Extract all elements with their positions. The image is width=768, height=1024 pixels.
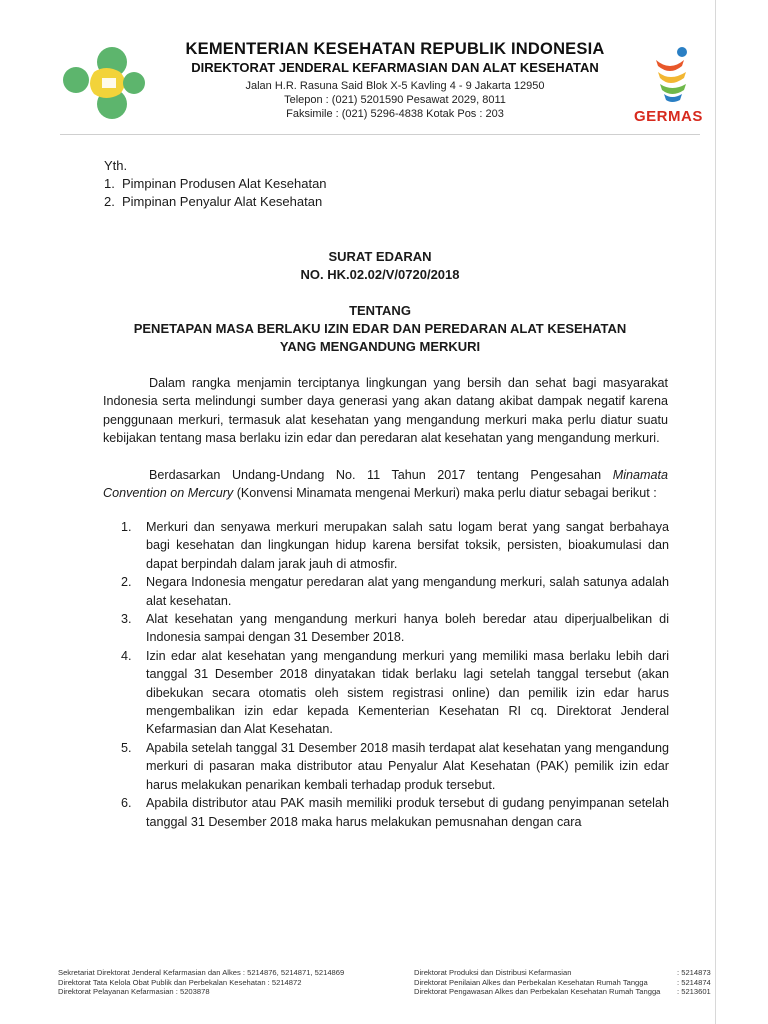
list-item-text: Alat kesehatan yang mengandung merkuri hanya boleh beredar atau diperjualbelikan di Indonesia sampai dengan 31 Desember 2018. <box>146 612 669 645</box>
salutation: Yth. <box>104 158 128 173</box>
numbered-list <box>121 518 669 831</box>
list-item-text: Apabila distributor atau PAK masih memiliki produk tersebut di gudang penyimpanan setelah tanggal 31 Desember 2018 maka harus melakukan pemusnahan dengan cara <box>146 796 669 829</box>
body-paragraph-2 <box>103 466 668 503</box>
letterhead-divider <box>60 134 700 135</box>
footer-right-values <box>677 968 711 997</box>
list-item-number: 5. <box>121 740 132 755</box>
recipient-1 <box>104 176 327 191</box>
recipient-text: Pimpinan Penyalur Alat Kesehatan <box>122 194 323 209</box>
list-item-number: 4. <box>121 648 132 663</box>
footer-line: Direktorat Pelayanan Kefarmasian : 5203878 <box>58 987 210 996</box>
doc-number: NO. HK.02.02/V/0720/2018 <box>300 267 460 282</box>
directorate-name: DIREKTORAT JENDERAL KEFARMASIAN DAN ALAT KESEHATAN <box>191 60 599 75</box>
list-item-text: Merkuri dan senyawa merkuri merupakan salah satu logam berat yang sangat berbahaya bagi kesehatan dan lingkungan hidup karena bersifat toksik, persisten, bioakumulasi dan dapat berpindah dalam jarak jauh di atmosfir. <box>146 520 669 571</box>
letterhead-phone: Telepon : (021) 5201590 Pesawat 2029, 8011 <box>284 94 506 106</box>
list-item <box>121 610 669 647</box>
germas-logo-text: GERMAS <box>634 108 703 125</box>
footer-line: Direktorat Penilaian Alkes dan Perbekalan Kesehatan Rumah Tangga <box>414 977 648 987</box>
list-item-text: Negara Indonesia mengatur peredaran alat yang mengandung merkuri, salah satunya adalah alat kesehatan. <box>146 575 669 608</box>
footer-value: : 5214873 <box>677 968 711 977</box>
footer-line: Direktorat Pengawasan Alkes dan Perbekalan Kesehatan Rumah Tangga <box>414 987 661 996</box>
footer-line: Sekretariat Direktorat Jenderal Kefarmasian dan Alkes : 5214876, 5214871, 5214869 <box>58 968 345 977</box>
convention-name: Minamata Convention on Mercury <box>103 468 668 501</box>
footer-right <box>414 968 660 997</box>
paragraph-2-text: (Konvensi Minamata mengenai Merkuri) maka perlu diatur sebagai berikut : <box>233 486 657 501</box>
list-item <box>121 573 669 610</box>
list-item-number: 3. <box>121 612 132 627</box>
footer-line: Direktorat Tata Kelola Obat Publik dan Perbekalan Kesehatan : 5214872 <box>58 977 302 987</box>
list-item <box>121 739 669 794</box>
list-item-text: Izin edar alat kesehatan yang mengandung merkuri yang memiliki masa berlaku lebih dari tanggal 31 Desember 2018 dinyatakan tidak berlaku lagi setelah tanggal tersebut (akan dibekukan secara otomatis oleh sistem registrasi online) dan pemilik izin edar harus mengembalikan izin edar kepada Kementerian Kesehatan RI cq. Direktorat Jenderal Kefarmasian dan Alat Kesehatan. <box>146 648 669 737</box>
letterhead-fax: Faksimile : (021) 5296-4838 Kotak Pos : 203 <box>286 108 504 120</box>
footer-left <box>58 968 344 997</box>
list-item-number: 6. <box>121 796 132 811</box>
list-item <box>121 518 669 573</box>
about-label: TENTANG <box>349 303 411 318</box>
ministry-name: KEMENTERIAN KESEHATAN REPUBLIK INDONESIA <box>185 40 605 58</box>
list-item <box>121 794 669 831</box>
ministry-logo-icon <box>54 42 146 126</box>
list-item-text: Apabila setelah tanggal 31 Desember 2018 masih terdapat alat kesehatan yang mengandung merkuri di pasaran maka distributor atau Penyalur Alat Kesehatan (PAK) pemilik izin edar harus melakukan penarikan kembali terhadap produk tersebut. <box>146 740 669 792</box>
paragraph-2-text: Berdasarkan Undang-Undang No. 11 Tahun 2017 tentang Pengesahan <box>149 468 613 482</box>
page-edge <box>715 0 768 1024</box>
subject-line-1: PENETAPAN MASA BERLAKU IZIN EDAR DAN PEREDARAN ALAT KESEHATAN <box>133 321 627 336</box>
list-item <box>121 647 669 739</box>
doc-type: SURAT EDARAN <box>328 249 432 264</box>
recipient-text: Pimpinan Produsen Alat Kesehatan <box>122 176 327 191</box>
footer-value: : 5213601 <box>677 987 711 996</box>
letterhead-address: Jalan H.R. Rasuna Said Blok X-5 Kavling 4 - 9 Jakarta 12950 <box>245 80 545 92</box>
body-paragraph-1: Dalam rangka menjamin terciptanya lingkungan yang bersih dan sehat bagi masyarakat Indonesia serta melindungi sumber daya generasi yang akan datang akibat dampak negatif karena penggunaan merkuri, termasuk alat kesehatan yang mengandung merkuri maka perlu diatur suatu kebijakan tentang masa berlaku izin edar dan peredaran alat kesehatan yang mengandung merkuri. <box>103 376 668 446</box>
subject-line-2: YANG MENGANDUNG MERKURI <box>279 339 481 354</box>
germas-logo-icon <box>652 46 692 104</box>
footer-line: Direktorat Produksi dan Distribusi Kefarmasian <box>414 968 572 977</box>
list-item-number: 1. <box>121 520 132 534</box>
recipient-2 <box>104 194 322 209</box>
footer-value: : 5214874 <box>677 977 711 987</box>
list-item-number: 2. <box>121 575 132 590</box>
recipient-number: 1. <box>104 176 115 191</box>
recipient-number: 2. <box>104 194 115 209</box>
